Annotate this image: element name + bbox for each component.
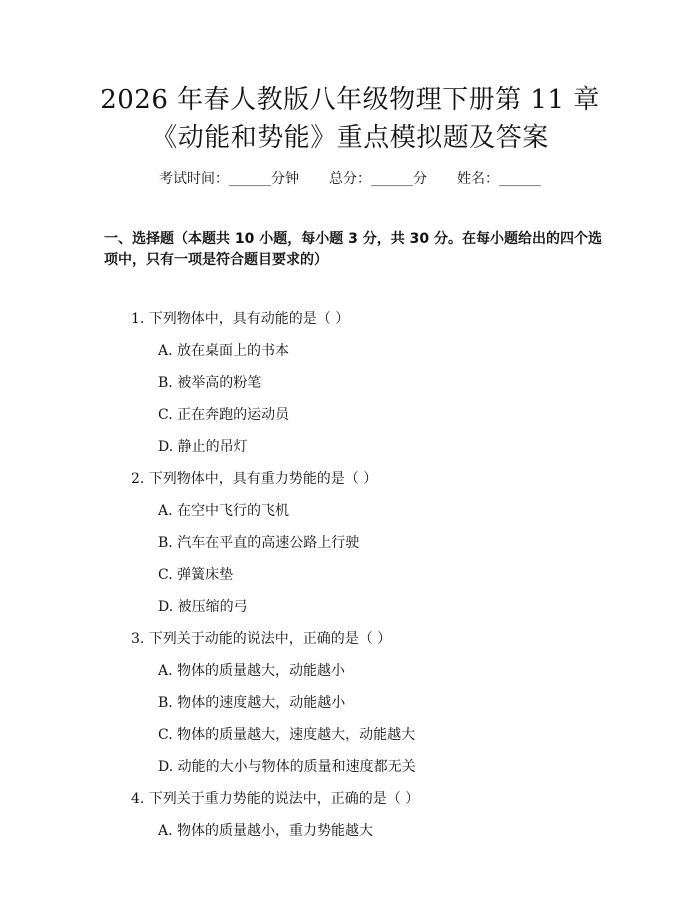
- exam-time-field: 考试时间：______分钟: [159, 171, 299, 187]
- question-option: C. 正在奔跑的运动员: [158, 407, 290, 423]
- question-option: B. 汽车在平直的高速公路上行驶: [158, 535, 360, 551]
- name-field: 姓名：______: [457, 171, 541, 187]
- document-title-line-1: 2026 年春人教版八年级物理下册第 11 章: [100, 85, 600, 115]
- question-option: A. 在空中飞行的飞机: [158, 503, 290, 519]
- question-option: A. 物体的质量越大，动能越小: [158, 663, 346, 679]
- question-option: A. 物体的质量越小，重力势能越大: [158, 823, 374, 839]
- question-stem: 4. 下列关于重力势能的说法中，正确的是（ ）: [131, 791, 420, 807]
- question-option: A. 放在桌面上的书本: [158, 343, 290, 359]
- question-option: B. 物体的速度越大，动能越小: [158, 695, 346, 711]
- question-stem: 2. 下列物体中，具有重力势能的是（ ）: [131, 471, 378, 487]
- question-stem: 1. 下列物体中，具有动能的是（ ）: [131, 311, 350, 327]
- section-heading: 一、选择题（本题共 10 小题，每小题 3 分，共 30 分。在每小题给出的四个选项中，只有一项是符合题目要求的）: [104, 231, 602, 268]
- exam-meta-row: [0, 169, 700, 189]
- question-option: D. 动能的大小与物体的质量和速度都无关: [158, 759, 416, 775]
- document-title-line-2: 《动能和势能》重点模拟题及答案: [151, 123, 549, 153]
- question-option: D. 静止的吊灯: [158, 439, 248, 455]
- question-stem: 3. 下列关于动能的说法中，正确的是（ ）: [131, 631, 392, 647]
- question-option: D. 被压缩的弓: [158, 599, 248, 615]
- question-option: C. 弹簧床垫: [158, 567, 234, 583]
- question-option: C. 物体的质量越大，速度越大，动能越大: [158, 727, 416, 743]
- total-score-field: 总分：______分: [329, 171, 427, 187]
- question-option: B. 被举高的粉笔: [158, 375, 262, 391]
